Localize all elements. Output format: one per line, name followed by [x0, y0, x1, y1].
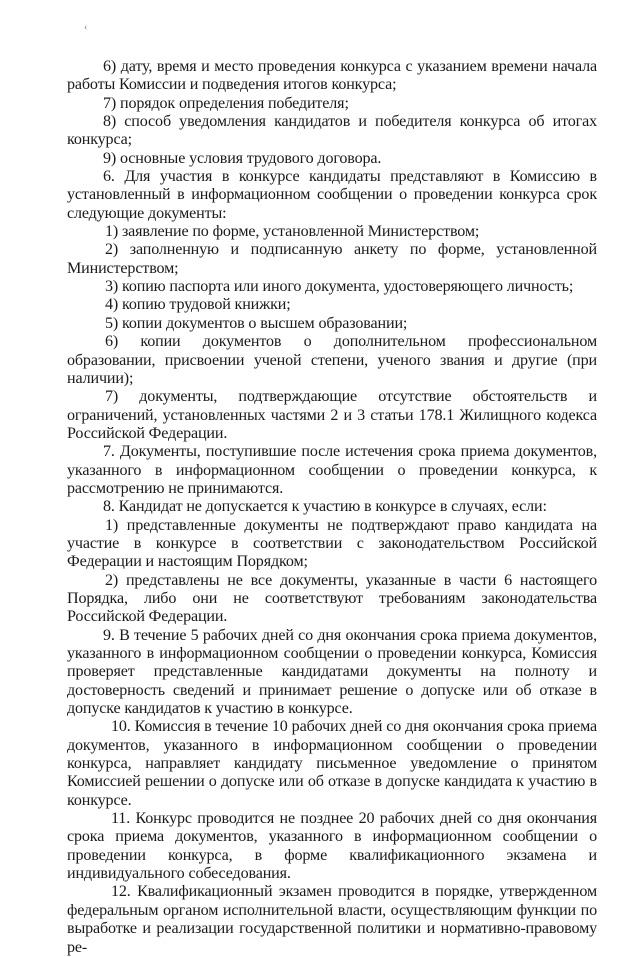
- list-item-8: 8) способ уведомления кандидатов и победителя конкурса об итогах конкурса;: [67, 113, 597, 149]
- section-6: 6. Для участия в конкурсе кандидаты представляют в Комиссию в установленный в информационном сообщении о проведении конкурса срок следующие документы:: [67, 168, 597, 222]
- document-item-5: 5) копии документов о высшем образовании;: [105, 314, 408, 332]
- list-item-6: 6) дату, время и место проведения конкурса с указанием времени начала работы Комиссии и подведения итогов конкурса;: [67, 58, 597, 94]
- rejection-reason-2: 2) представлены не все документы, указанные в части 6 настоящего Порядка, либо они не соответствуют требованиям законодательства Российской Федерации.: [67, 571, 597, 626]
- list-item-7: 7) порядок определения победителя;: [103, 94, 349, 112]
- section-9: 9. В течение 5 рабочих дней со дня окончания срока приема документов, указанного в информационном сообщении о проведении конкурса, Комиссия проверяет представленные кандидатами документы на полноту и достоверность сведений и принимает решение о допуске или об отказе в допуске кандидатов к участию в конкурсе.: [67, 626, 597, 718]
- section-8: 8. Кандидат не допускается к участию в конкурсе в случаях, если:: [103, 498, 547, 516]
- section-10: 10. Комиссия в течение 10 рабочих дней со дня окончания срока приема документов, указанного в информационном сообщении о проведении конкурса, направляет кандидату письменное уведомление о принятом Комиссией решении о допуске или об отказе в допуске кандидата к участию в конкурсе.: [67, 718, 597, 809]
- page-mark: ‹: [84, 22, 88, 33]
- list-item-9: 9) основные условия трудового договора.: [103, 149, 382, 167]
- section-7: 7. Документы, поступившие после истечения срока приема документов, указанного в информационном сообщении о проведении конкурса, к рассмотрению не принимаются.: [67, 443, 597, 497]
- section-11: 11. Конкурс проводится не позднее 20 рабочих дней со дня окончания срока приема документов, указанного в информационном сообщении о проведении конкурса, в форме квалификационного экзамена и индивидуального собеседования.: [67, 810, 597, 883]
- document-item-4: 4) копию трудовой книжки;: [105, 296, 291, 314]
- document-item-6: 6) копии документов о дополнительном профессиональном образовании, присвоении ученой степени, ученого звания и другие (при наличии);: [67, 333, 597, 387]
- document-body: [67, 58, 597, 957]
- rejection-reason-1: 1) представленные документы не подтверждают право кандидата на участие в конкурсе в соответствии с законодательством Российской Федерации и настоящим Порядком;: [67, 516, 597, 571]
- document-item-2: 2) заполненную и подписанную анкету по форме, установленной Министерством;: [67, 241, 597, 277]
- section-12: 12. Квалификационный экзамен проводится в порядке, утвержденном федеральным органом исполнительной власти, осуществляющим функции по выработке и реализации государственной политики и нормативно-правовому ре-: [67, 883, 597, 956]
- document-item-3: 3) копию паспорта или иного документа, удостоверяющего личность;: [105, 278, 574, 296]
- document-item-1: 1) заявление по форме, установленной Министерством;: [105, 223, 480, 241]
- document-item-7: 7) документы, подтверждающие отсутствие обстоятельств и ограничений, установленных частями 2 и 3 статьи 178.1 Жилищного кодекса Российской Федерации.: [67, 388, 597, 442]
